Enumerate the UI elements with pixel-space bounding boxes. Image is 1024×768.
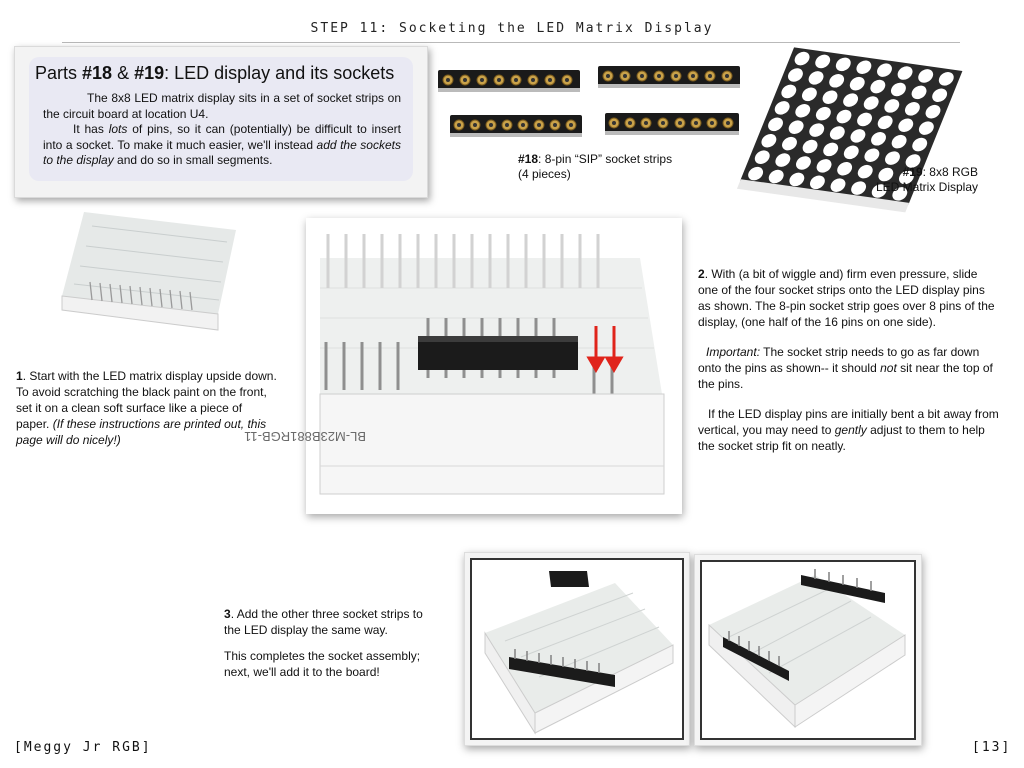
step-3-text — [224, 606, 440, 680]
para2-a: It has — [73, 122, 109, 136]
heading-part-19: #19 — [134, 63, 165, 83]
header-divider — [62, 42, 960, 43]
parts-info-panel — [29, 57, 413, 181]
page-title: STEP 11: Socketing the LED Matrix Display — [310, 21, 714, 36]
step-2-important-not: not — [880, 361, 897, 375]
step-2-bent-b: adjust to them to help the socket strip fit on neatly. — [698, 423, 985, 453]
parts-description — [43, 91, 401, 169]
display-part-label: BL-M23B881RGB-11 — [244, 429, 366, 444]
socket-strip-image — [450, 113, 582, 135]
step-2-body: . With (a bit of wiggle and) firm even pressure, slide one of the four socket strips onto the LED display pins as shown. The 8-pin socket strip goes over 8 pins of the display, (one half of the 16 pins on one side). — [698, 267, 995, 329]
socket-strip-image — [598, 64, 740, 86]
part-18-count: (4 pieces) — [518, 167, 571, 181]
footer-page-number: [13] — [972, 740, 1012, 755]
para2-b: of pins, so it can (potentially) be difficult to insert into a socket. To make it much easier, we'll instead — [43, 122, 402, 152]
step-2-number: 2 — [698, 267, 705, 281]
heading-amp: & — [112, 63, 135, 83]
step-3-photo-left — [464, 552, 690, 746]
heading-suffix: : LED display and its sockets — [164, 63, 395, 83]
parts-para-1: The 8x8 LED matrix display sits in a set of socket strips on the circuit board at location U4. — [43, 91, 401, 121]
step-3-body: . Add the other three socket strips to the LED display the same way. — [224, 607, 423, 637]
step-1-number: 1 — [16, 369, 23, 383]
step-2-important-b: sit near the top of the pins. — [698, 361, 993, 391]
heading-part-18: #18 — [82, 63, 113, 83]
step-3-para-1 — [224, 606, 440, 638]
heading-prefix: Parts — [35, 63, 83, 83]
part-18-number: #18 — [518, 152, 539, 166]
step-2-para-1 — [698, 266, 1000, 330]
parts-heading — [35, 63, 394, 84]
part-19-label-2: LED Matrix Display — [875, 180, 978, 194]
step-2-important — [698, 344, 1000, 392]
step-1-text — [16, 368, 278, 448]
part-19-label: : 8x8 RGB — [922, 165, 978, 179]
step-2-bent-a: If the LED display pins are initially bent a bit away from vertical, you may need to — [698, 407, 999, 437]
step-2-text — [698, 266, 1000, 454]
socket-strip-image — [605, 111, 739, 133]
step-2-important-label: Important: — [706, 345, 761, 359]
step-2-bent-gently: gently — [834, 423, 867, 437]
para2-c: and do so in small segments. — [113, 153, 273, 167]
step-2-photo — [244, 218, 682, 514]
step-3-number: 3 — [224, 607, 231, 621]
part-18-label: : 8-pin “SIP” socket strips — [538, 152, 673, 166]
step-2-important-a: The socket strip needs to go as far down onto the pins as shown-- it should — [698, 345, 980, 375]
footer-project-name: [Meggy Jr RGB] — [14, 740, 152, 755]
part-18-caption — [518, 152, 672, 182]
parts-info-box — [14, 46, 428, 198]
step-1-italic-note: (If these instructions are printed out, this page will do nicely!) — [16, 417, 267, 447]
socket-strip-image — [438, 68, 580, 90]
para2-lots: lots — [108, 122, 128, 136]
part-19-number: #19 — [902, 165, 923, 179]
step-2-bent-pins — [698, 406, 1000, 454]
step-1-body: . Start with the LED matrix display upside down. To avoid scratching the black paint on the front, set it on a clean soft surface like a piece of paper. — [16, 369, 277, 431]
step-3-photo-right — [694, 554, 922, 746]
step-1-photo — [22, 212, 236, 342]
step-3-para-2: This completes the socket assembly; next, we'll add it to the board! — [224, 649, 421, 679]
para2-em: add the sockets to the display — [43, 137, 401, 167]
part-19-caption — [866, 165, 978, 195]
parts-para-2 — [43, 122, 401, 169]
